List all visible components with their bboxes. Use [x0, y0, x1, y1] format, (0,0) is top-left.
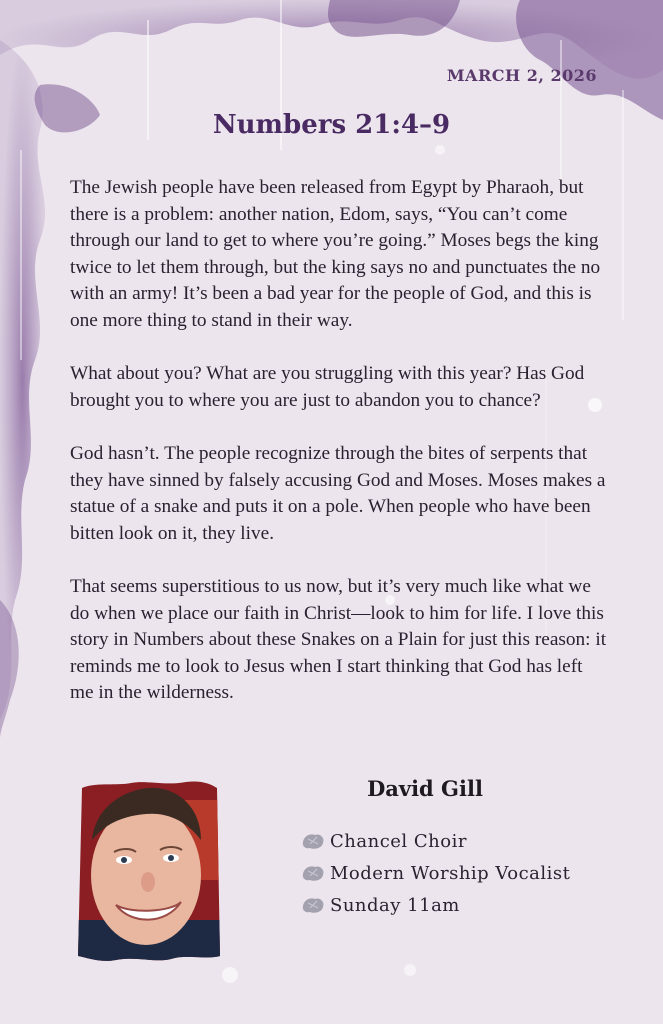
- paragraph: What about you? What are you struggling with this year? Has God brought you to where you are just to abandon you to chance?: [70, 363, 585, 411]
- watercolor-bullet-icon: [300, 830, 326, 852]
- date: MARCH 2, 2026: [446, 66, 597, 85]
- role-item: [300, 830, 570, 852]
- watercolor-bullet-icon: [300, 894, 326, 916]
- role-item: [300, 862, 570, 884]
- watercolor-bullet-icon: [300, 862, 326, 884]
- role-label: Sunday 11am: [330, 894, 460, 916]
- paragraph: The Jewish people have been released from Egypt by Pharaoh, but there is a problem: another nation, Edom, says, “You can’t come through our land to get to where you’re going.” Moses begs the king twice to let them through, but the king says no and punctuates the no with an army! It’s been a bad year for the people of God, and this is one more thing to stand in their way.: [70, 177, 601, 331]
- role-item: [300, 894, 570, 916]
- paragraph: God hasn’t. The people recognize through the bites of serpents that they have sinned by falsely accusing God and Moses. Moses makes a statue of a snake and puts it on a pole. When people who have been bitten look on it, they live.: [70, 443, 606, 544]
- role-label: Modern Worship Vocalist: [330, 862, 571, 884]
- paragraph: That seems superstitious to us now, but it’s very much like what we do when we place our faith in Christ—look to him for life. I love this story in Numbers about these Snakes on a Plain for just this reason: it reminds me to look to Jesus when I start thinking that God has left me in the wilderness.: [70, 576, 607, 703]
- devotional-body: [70, 175, 610, 734]
- author-roles: [300, 830, 570, 926]
- scripture-reference: Numbers 21:4–9: [212, 110, 451, 140]
- author-photo: [76, 780, 220, 963]
- author-name: David Gill: [367, 776, 483, 801]
- role-label: Chancel Choir: [330, 830, 467, 852]
